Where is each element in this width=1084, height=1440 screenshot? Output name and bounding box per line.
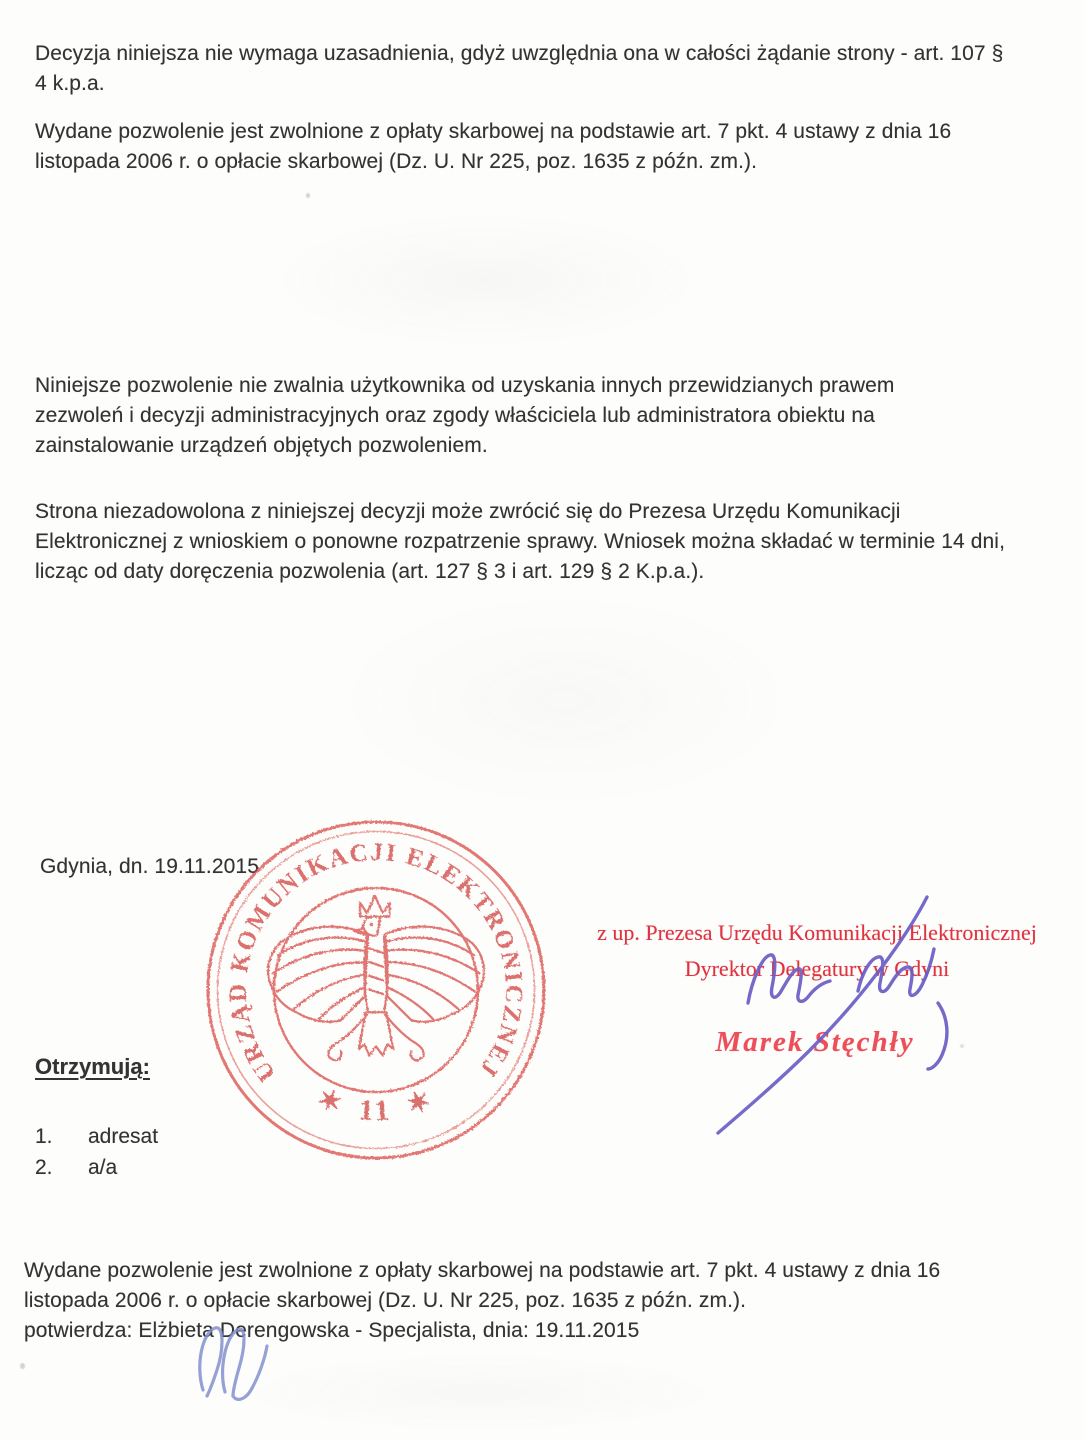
bleedthrough-artifact <box>230 1355 730 1430</box>
recipients-heading: Otrzymują: <box>35 1054 150 1079</box>
seal-inner-ring <box>274 888 478 1092</box>
recipient-label: adresat <box>88 1125 159 1148</box>
seal-ring-text: URZĄD KOMUNIKACJI ELEKTRONICZNEJ <box>224 838 528 1087</box>
authority-title-line2: Dyrektor Delegatury w Gdyni <box>684 956 950 981</box>
footer-confirmation: potwierdza: Elżbieta Derengowska - Specjalista, dnia: 19.11.2015 <box>24 1319 640 1342</box>
paragraph-no-justification: Decyzja niniejsza nie wymaga uzasadnienia, gdyż uwzględnia ona w całości żądanie strony - art. 107 § 4 k.p.a. <box>35 42 1004 95</box>
authority-title-line1: z up. Prezesa Urzędu Komunikacji Elektronicznej <box>597 920 1037 945</box>
bleedthrough-artifact <box>270 215 700 345</box>
footer-fee-exemption: Wydane pozwolenie jest zwolnione z opłaty skarbowej na podstawie art. 7 pkt. 4 ustawy z dnia 16 listopada 2006 r. o opłacie skarbowej (Dz. U. Nr 225, poz. 1635 z późn. zm.). <box>24 1259 941 1312</box>
clerk-initials-ink <box>185 1312 295 1407</box>
paragraph-appeal-rights: Strona niezadowolona z niniejszej decyzji może zwrócić się do Prezesa Urzędu Komunikacji Elektronicznej z wnioskiem o ponowne rozpatrzenie sprawy. Wniosek można składać w terminie 14 dni, licząc od daty doręczenia pozwolenia (art. 127 § 3 i art. 129 § 2 K.p.a.). <box>35 500 1006 583</box>
signer-name-stamp: Marek Stęchły <box>715 1026 915 1058</box>
paragraph-permit-scope: Niniejsze pozwolenie nie zwalnia użytkownika od uzyskania innych przewidzianych prawem zezwoleń i decyzji administracyjnych oraz zgody właściciela lub administratora obiektu na zainstalowanie urządzeń objętych pozwoleniem. <box>35 374 895 457</box>
dateline: Gdynia, dn. 19.11.2015 <box>40 855 259 878</box>
seal-number-text: ✶ 11 ✶ <box>312 1082 440 1128</box>
scan-speck <box>20 1363 25 1369</box>
paragraph-fee-exemption: Wydane pozwolenie jest zwolnione z opłaty skarbowej na podstawie art. 7 pkt. 4 ustawy z dnia 16 listopada 2006 r. o opłacie skarbowej (Dz. U. Nr 225, poz. 1635 z późn. zm.). <box>35 120 952 173</box>
recipient-label: a/a <box>88 1156 118 1179</box>
scan-speck <box>306 193 310 198</box>
recipient-number: 2. <box>35 1156 53 1179</box>
director-signature-ink <box>690 885 970 1155</box>
recipient-number: 1. <box>35 1125 53 1148</box>
official-seal-stamp <box>202 816 550 1164</box>
bleedthrough-artifact <box>330 590 800 810</box>
